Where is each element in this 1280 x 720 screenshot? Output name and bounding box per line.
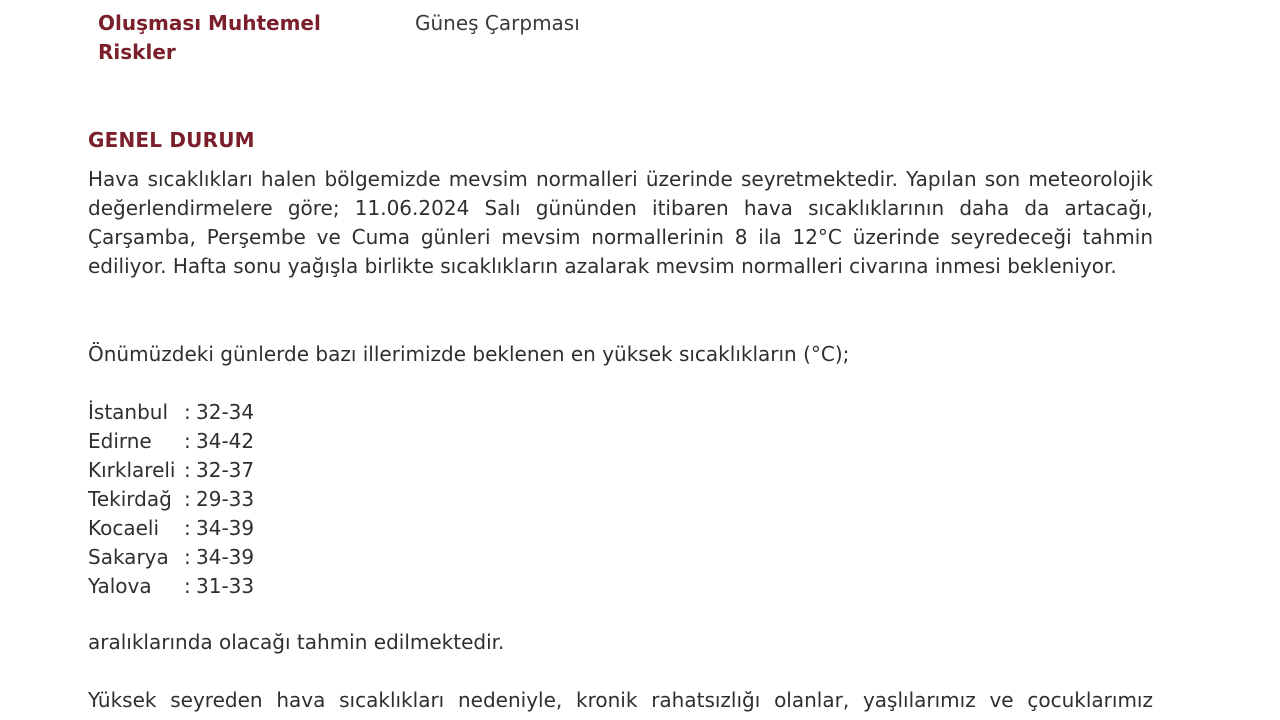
- city-separator: :: [184, 429, 191, 453]
- city-row-kocaeli: [88, 514, 254, 543]
- city-separator: :: [184, 574, 191, 598]
- city-name: İstanbul: [88, 400, 169, 424]
- city-row-edirne: [88, 427, 254, 456]
- city-range: 34-39: [196, 545, 255, 569]
- health-warning-paragraph: Yüksek seyreden hava sıcaklıkları nedeniyle, kronik rahatsızlığı olanlar, yaşlılarımız ve çocuklarımız: [88, 688, 1153, 712]
- city-range: 34-39: [196, 516, 255, 540]
- city-range: 32-34: [196, 400, 255, 424]
- city-separator: :: [184, 458, 191, 482]
- city-separator: :: [184, 400, 191, 424]
- city-row-sakarya: [88, 543, 254, 572]
- general-status-paragraph: Hava sıcaklıkları halen bölgemizde mevsim normalleri üzerinde seyretmektedir. Yapılan son meteorolojik değerlendirmelere göre; 11.06.2024 Salı gününden itibaren hava sıcaklıklarının daha da artacağı, Çarşamba, Perşembe ve Cuma günleri mevsim normallerinin 8 ila 12°C üzerinde seyredeceği tahmin ediliyor. Hafta sonu yağışla birlikte sıcaklıkların azalarak mevsim normalleri civarına inmesi bekleniyor.: [88, 167, 1153, 278]
- risks-label: Oluşması Muhtemel Riskler: [98, 11, 321, 64]
- city-range: 32-37: [196, 458, 255, 482]
- city-range: 34-42: [196, 429, 255, 453]
- city-separator: :: [184, 516, 191, 540]
- risks-value: Güneş Çarpması: [415, 11, 580, 35]
- city-name: Kırklareli: [88, 458, 176, 482]
- city-row-yalova: [88, 572, 254, 601]
- city-name: Edirne: [88, 429, 152, 453]
- forecast-conclusion-paragraph: aralıklarında olacağı tahmin edilmektedir.: [88, 630, 505, 654]
- city-name: Kocaeli: [88, 516, 160, 540]
- forecast-intro-paragraph: Önümüzdeki günlerde bazı illerimizde beklenen en yüksek sıcaklıkların (°C);: [88, 342, 850, 366]
- city-separator: :: [184, 487, 191, 511]
- city-name: Sakarya: [88, 545, 169, 569]
- city-separator: :: [184, 545, 191, 569]
- city-name: Tekirdağ: [88, 487, 172, 511]
- section-heading: GENEL DURUM: [88, 128, 255, 152]
- city-row-tekirdag: [88, 485, 254, 514]
- city-temperature-list: [88, 398, 254, 601]
- city-row-kirklareli: [88, 456, 254, 485]
- city-name: Yalova: [88, 574, 152, 598]
- city-range: 31-33: [196, 574, 255, 598]
- city-row-istanbul: [88, 398, 254, 427]
- city-range: 29-33: [196, 487, 255, 511]
